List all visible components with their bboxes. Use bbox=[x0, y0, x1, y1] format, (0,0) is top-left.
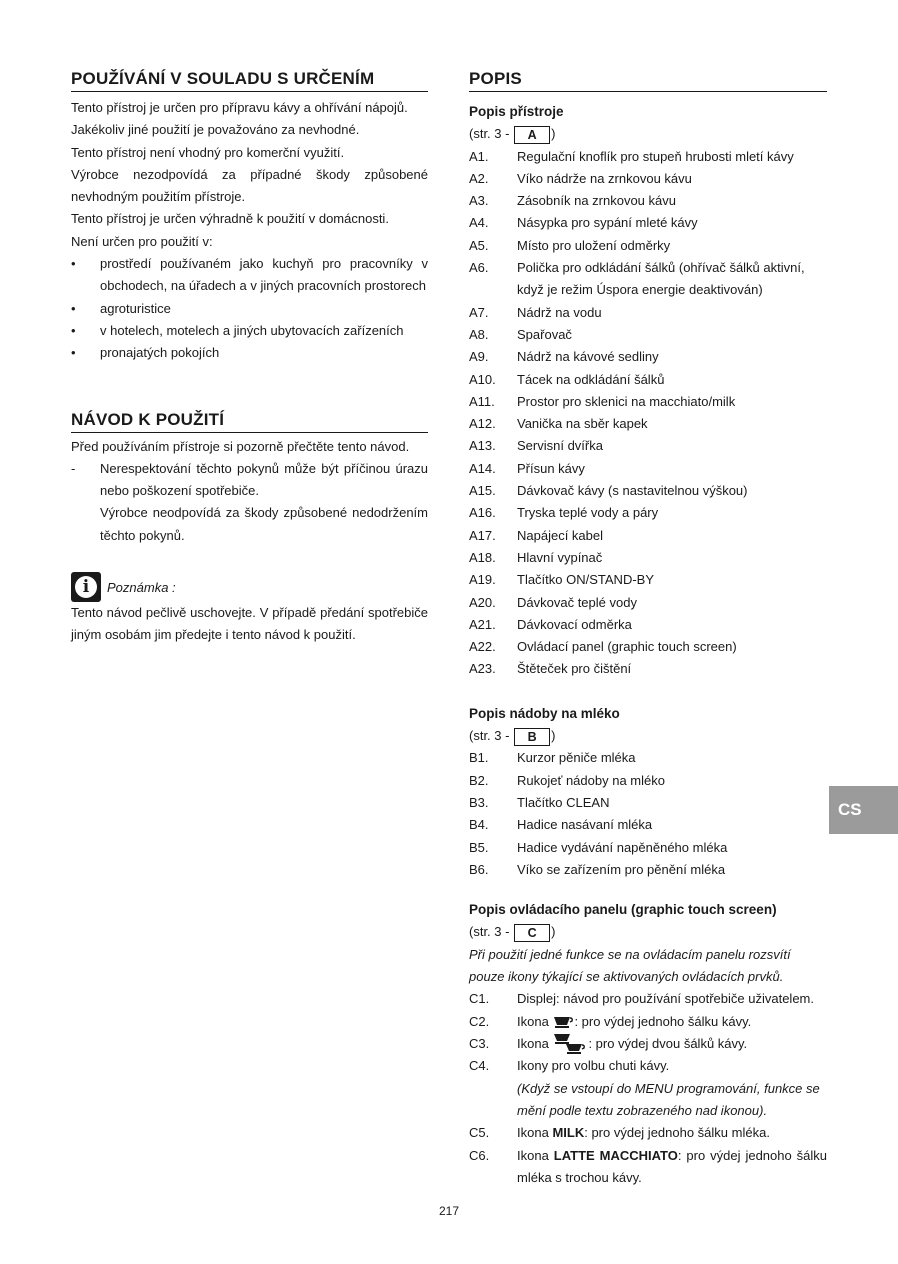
list-item bbox=[469, 770, 827, 792]
item-code: A7. bbox=[469, 304, 489, 320]
item-code: B5. bbox=[469, 839, 489, 855]
item-code: A5. bbox=[469, 237, 489, 253]
item-text: Spařovač bbox=[517, 326, 572, 342]
list-item bbox=[469, 324, 827, 346]
bullet-text: agroturistice bbox=[100, 300, 171, 316]
paragraph: Tento přístroj je určen výhradně k použití v domácnosti. bbox=[71, 211, 389, 227]
list-item bbox=[469, 792, 827, 814]
item-text: Nádrž na kávové sedliny bbox=[517, 349, 659, 365]
list-item bbox=[469, 146, 827, 168]
list-item bbox=[469, 814, 827, 836]
figure-box-c: C bbox=[514, 924, 550, 942]
list-item bbox=[469, 391, 827, 413]
item-code: A2. bbox=[469, 170, 489, 186]
item-code: A20. bbox=[469, 594, 496, 610]
list-item: C6. Ikona LATTE MACCHIATO: pro výdej jednoho šálku mléka s trochou kávy. bbox=[469, 1147, 828, 1185]
bullet-mark: • bbox=[71, 345, 76, 361]
item-code: B4. bbox=[469, 817, 489, 833]
list-item bbox=[469, 458, 827, 480]
list-item bbox=[469, 547, 827, 569]
dash-item-continued bbox=[71, 502, 428, 547]
item-code: A21. bbox=[469, 616, 496, 632]
list-item bbox=[469, 837, 827, 859]
item-text: Rukojeť nádoby na mléko bbox=[517, 772, 665, 788]
c4-italic-note: (Když se vstoupí do MENU programování, funkce se mění podle textu zobrazeného nad ikonou). bbox=[517, 1080, 820, 1119]
dash-mark: - bbox=[71, 460, 76, 476]
item-text: Přísun kávy bbox=[517, 460, 585, 476]
subsection-title-milk-container: Popis nádoby na mléko bbox=[469, 705, 620, 721]
right-column bbox=[469, 68, 827, 1189]
list-item: C2. Ikona : pro výdej jednoho šálku kávy. bbox=[469, 1013, 752, 1029]
dash-text: Výrobce neodpovídá za škody způsobené nedodržením těchto pokynů. bbox=[100, 505, 428, 543]
paragraph: Výrobce nezodpovídá za případné škody způsobené nevhodným použitím přístroje. bbox=[71, 166, 428, 205]
item-code: A11. bbox=[469, 393, 495, 409]
item-code: A3. bbox=[469, 193, 489, 209]
item-text: Hadice vydávání napěněného mléka bbox=[517, 839, 728, 855]
section-title-description: POPIS bbox=[469, 68, 827, 92]
item-code: A23. bbox=[469, 661, 496, 677]
note-label: Poznámka : bbox=[107, 579, 176, 595]
language-tab: CS bbox=[829, 786, 898, 834]
list-item bbox=[469, 614, 827, 636]
bullet-text: pronajatých pokojích bbox=[100, 345, 220, 361]
paragraph: Před používáním přístroje si pozorně přečtěte tento návod. bbox=[71, 438, 410, 454]
list-item bbox=[469, 502, 827, 524]
item-text: Napájecí kabel bbox=[517, 527, 603, 543]
list-item bbox=[469, 658, 827, 680]
item-text: Kurzor pěniče mléka bbox=[517, 750, 636, 766]
list-item bbox=[469, 859, 827, 881]
double-cup-icon bbox=[552, 1033, 588, 1055]
item-text: Regulační knoflík pro stupeň hrubosti mletí kávy bbox=[517, 148, 794, 164]
dash-item bbox=[71, 458, 428, 503]
paragraph: Tento přístroj je určen pro přípravu kávy a ohřívání nápojů. bbox=[71, 100, 408, 115]
page-reference: (str. 3 - A ) bbox=[469, 126, 556, 142]
list-item: C1. Displej: návod pro používání spotřebiče uživatelem. bbox=[469, 991, 814, 1007]
list-item bbox=[469, 747, 827, 769]
item-code: A22. bbox=[469, 639, 496, 655]
list-item bbox=[469, 480, 827, 502]
list-item bbox=[469, 569, 827, 591]
list-item bbox=[469, 257, 827, 302]
item-code: B6. bbox=[469, 861, 489, 877]
list-item bbox=[469, 212, 827, 234]
info-icon: i bbox=[71, 572, 101, 602]
paragraph: Není určen pro použití v: bbox=[71, 233, 213, 249]
list-item bbox=[469, 190, 827, 212]
item-text: Hadice nasávaní mléka bbox=[517, 817, 653, 833]
section-title-intended-use: POUŽÍVÁNÍ V SOULADU S URČENÍM bbox=[71, 68, 428, 92]
item-list-b bbox=[469, 747, 827, 881]
item-code: A13. bbox=[469, 438, 496, 454]
list-item bbox=[469, 435, 827, 457]
subsection-title-control-panel: Popis ovládacího panelu (graphic touch screen) bbox=[469, 902, 777, 918]
item-text: Tlačítko ON/STAND-BY bbox=[517, 572, 655, 588]
item-text: Nádrž na vodu bbox=[517, 304, 602, 320]
item-code: A6. bbox=[469, 260, 489, 276]
single-cup-icon bbox=[552, 1014, 574, 1030]
bullet-text: prostředí používaném jako kuchyň pro pracovníky v obchodech, na úřadech a v jiných pracovních prostorech bbox=[100, 256, 428, 294]
paragraph: Jakékoliv jiné použití je považováno za nevhodné. bbox=[71, 122, 360, 138]
note-header bbox=[71, 572, 428, 602]
item-list-a bbox=[469, 146, 827, 681]
list-item bbox=[469, 168, 827, 190]
list-item bbox=[469, 235, 827, 257]
list-item: C5. Ikona MILK: pro výdej jednoho šálku mléka. bbox=[469, 1125, 770, 1141]
item-text: Vanička na sběr kapek bbox=[517, 416, 648, 432]
item-code: A9. bbox=[469, 349, 489, 365]
bullet-item bbox=[71, 253, 428, 298]
note-text: Tento návod pečlivě uschovejte. V případě předání spotřebiče jiným osobám jim předejte i tento návod k použití. bbox=[71, 605, 428, 643]
paragraph: Tento přístroj není vhodný pro komerční využití. bbox=[71, 144, 345, 160]
item-text: Štěteček pro čištění bbox=[517, 661, 632, 677]
bullet-item bbox=[71, 298, 428, 320]
list-item bbox=[469, 636, 827, 658]
list-item bbox=[469, 346, 827, 368]
item-text: Polička pro odkládání šálků (ohřívač šálků aktivní, když je režim Úspora energie deaktivován) bbox=[517, 260, 805, 298]
item-text: Víko nádrže na zrnkovou kávu bbox=[517, 170, 692, 186]
left-column bbox=[71, 68, 428, 647]
subsection-title-appliance: Popis přístroje bbox=[469, 104, 564, 119]
section-title-instructions: NÁVOD K POUŽITÍ bbox=[71, 409, 428, 433]
item-text: Servisní dvířka bbox=[517, 438, 603, 454]
item-text: Dávkovač teplé vody bbox=[517, 594, 637, 610]
figure-box-a: A bbox=[514, 126, 550, 144]
bullet-mark: • bbox=[71, 256, 76, 272]
item-code: B1. bbox=[469, 750, 489, 766]
item-code: A15. bbox=[469, 483, 496, 499]
item-text: Tácek na odkládání šálků bbox=[517, 371, 665, 387]
list-item bbox=[469, 592, 827, 614]
dash-text: Nerespektování těchto pokynů může být příčinou úrazu nebo poškození spotřebiče. bbox=[100, 460, 428, 499]
item-code: A16. bbox=[469, 505, 496, 521]
item-text: Prostor pro sklenici na macchiato/milk bbox=[517, 393, 736, 409]
page-reference: (str. 3 - B ) bbox=[469, 728, 556, 744]
bullet-item bbox=[71, 342, 428, 364]
figure-box-b: B bbox=[514, 728, 550, 746]
bullet-mark: • bbox=[71, 300, 76, 316]
item-text: Násypka pro sypání mleté kávy bbox=[517, 215, 698, 231]
control-panel-note: Při použití jedné funkce se na ovládacím panelu rozsvítí pouze ikony týkající se aktivovaných ovládacích prvků. bbox=[469, 946, 791, 984]
item-code: A18. bbox=[469, 549, 496, 565]
item-code: A19. bbox=[469, 572, 496, 588]
list-item bbox=[469, 302, 827, 324]
item-text: Dávkovací odměrka bbox=[517, 616, 632, 632]
list-item bbox=[469, 525, 827, 547]
bullet-mark: • bbox=[71, 322, 76, 338]
item-code: A1. bbox=[469, 148, 489, 164]
item-text: Zásobník na zrnkovou kávu bbox=[517, 193, 676, 209]
item-text: Místo pro uložení odměrky bbox=[517, 237, 671, 253]
item-text: Tlačítko CLEAN bbox=[517, 794, 610, 810]
item-code: B2. bbox=[469, 772, 489, 788]
item-code: A12. bbox=[469, 416, 496, 432]
list-item bbox=[469, 369, 827, 391]
item-code: A10. bbox=[469, 371, 496, 387]
item-text: Hlavní vypínač bbox=[517, 549, 603, 565]
list-item bbox=[469, 413, 827, 435]
item-code: A4. bbox=[469, 215, 489, 231]
list-item: C4. Ikony pro volbu chuti kávy. (Když se vstoupí do MENU programování, funkce se mění podle textu zobrazeného nad ikonou). bbox=[469, 1058, 820, 1119]
item-code: A14. bbox=[469, 460, 496, 476]
bullet-item bbox=[71, 320, 428, 342]
item-text: Víko se zařízením pro pěnění mléka bbox=[517, 861, 726, 877]
item-code: A8. bbox=[469, 326, 489, 342]
item-text: Tryska teplé vody a páry bbox=[517, 505, 659, 521]
item-code: B3. bbox=[469, 794, 489, 810]
item-text: Dávkovač kávy (s nastavitelnou výškou) bbox=[517, 483, 748, 499]
page-reference: (str. 3 - C ) bbox=[469, 924, 556, 940]
bullet-text: v hotelech, motelech a jiných ubytovacích zařízeních bbox=[100, 322, 404, 338]
item-text: Ovládací panel (graphic touch screen) bbox=[517, 639, 737, 655]
item-code: A17. bbox=[469, 527, 496, 543]
list-item: C3. Ikona : pro výdej dvou šálků kávy. bbox=[469, 1033, 827, 1056]
page-number: 217 bbox=[438, 1204, 460, 1218]
